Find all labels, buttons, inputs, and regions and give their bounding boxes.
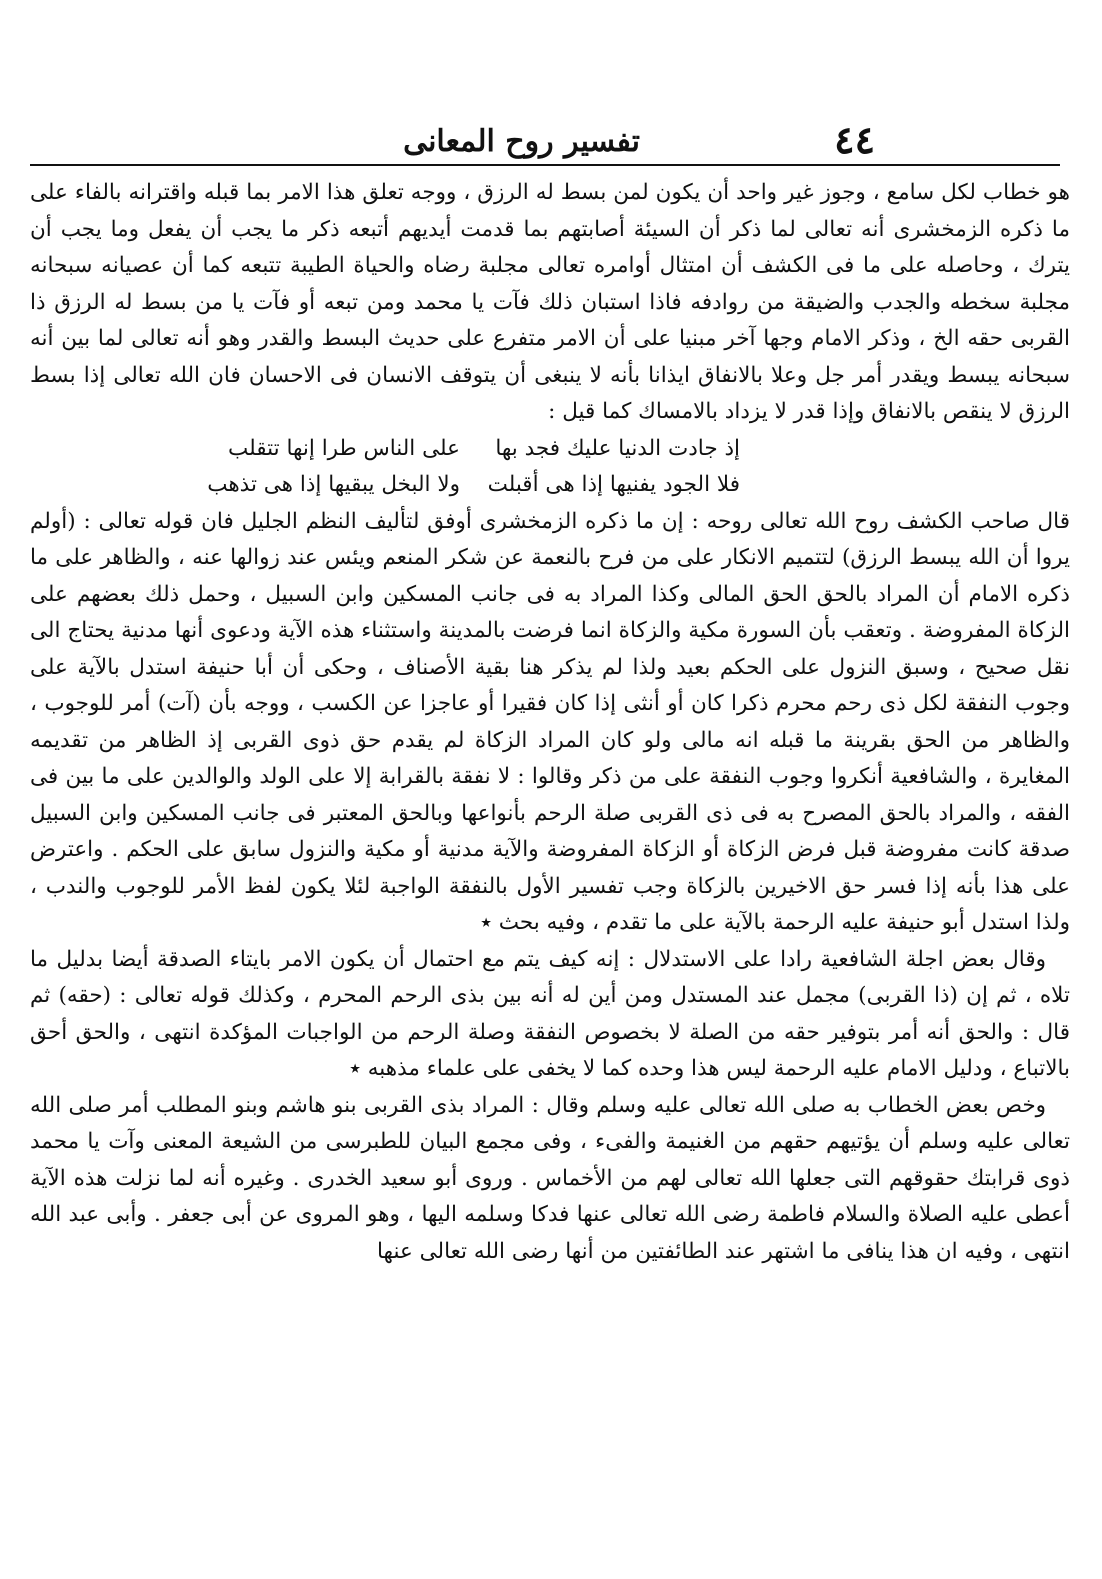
paragraph-kashf: قال صاحب الكشف روح الله تعالى روحه : إن ما ذكره الزمخشرى أوفق لتأليف النظم الجليل فان قوله تعالى : (أولم يروا أن الله يبسط الرزق) لتتميم الانكار على من فرح بالنعمة عن شكر المنعم ويئس عند زوالها عنه ، والظاهر على ما ذكره الامام أن المراد بالحق الحق المالى وكذا المراد به فى جانب المسكين وابن السبيل ، وحمل ذلك بعضهم على الزكاة المفروضة . وتعقب بأن السورة مكية والزكاة انما فرضت بالمدينة واستثناء هذه الآية ودعوى أنها مدنية يحتاج الى نقل صحيح ، وسبق النزول على الحكم بعيد ولذا لم يذكر هنا بقية الأصناف ، وحكى أن أبا حنيفة استدل بالآية على وجوب النفقة لكل ذى رحم محرم ذكرا كان أو أنثى إذا كان فقيرا أو عاجزا عن الكسب ، ووجه بأن (آت) أمر للوجوب ، والظاهر من الحق بقرينة ما قبله انه مالى ولو كان المراد الزكاة لم يقدم حق ذوى القربى إذ الظاهر من تقديمه المغايرة ، والشافعية أنكروا وجوب النفقة على من ذكر وقالوا : لا نفقة بالقرابة إلا على الولد والوالدين على ما بين فى الفقه ، والمراد بالحق المصرح به فى ذى القربى صلة الرحم بأنواعها وبالحق المعتبر فى جانب المسكين وابن السبيل صدقة كانت مفروضة قبل فرض الزكاة أو الزكاة المفروضة والآية مدنية أو مكية والنزول سابق على الحكم . واعترض على هذا بأنه إذا فسر حق الاخيرين بالزكاة وجب تفسير الأول بالنفقة الواجبة لئلا يكون لفظ الأمر للوجوب والندب ، ولذا استدل أبو حنيفة عليه الرحمة بالآية على ما تقدم ، وفيه بحث ٭ xyxy=(30,508,1070,935)
poem-block xyxy=(30,431,1070,504)
verse-line xyxy=(30,431,1070,468)
verse-first-hemistich: إذ جادت الدنيا عليك فجد بها xyxy=(495,435,740,461)
verse-second-hemistich: ولا البخل يبقيها إذا هى تذهب xyxy=(207,472,460,497)
page-number: ٤٤ xyxy=(834,117,875,162)
paragraph-dhil-qurba: وخص بعض الخطاب به صلى الله تعالى عليه وسلم وقال : المراد بذى القربى بنو هاشم وبنو المطلب أمر صلى الله تعالى عليه وسلم أن يؤتيهم حقهم من الغنيمة والفىء ، وفى مجمع البيان للطبرسى من الشيعة المعنى وآت يا محمد ذوى قرابتك حقوقهم التى جعلها الله تعالى لهم من الأخماس . وروى أبو سعيد الخدرى . وغيره أنه لما نزلت هذه الآية أعطى عليه الصلاة والسلام فاطمة رضى الله تعالى عنها فدكا وسلمه اليها ، وهو المروى عن أبى جعفر . وأبى عبد الله انتهى ، وفيه ان هذا ينافى ما اشتهر عند الطائفتين من أنها رضى الله تعالى عنها xyxy=(30,1092,1070,1264)
verse-line xyxy=(30,467,1070,504)
verse-second-hemistich: على الناس طرا إنها تتقلب xyxy=(228,435,460,461)
verse-first-hemistich: فلا الجود يفنيها إذا هى أقبلت xyxy=(487,472,740,497)
body-text xyxy=(30,175,1070,1270)
paragraph-shafii: وقال بعض اجلة الشافعية رادا على الاستدلال : إنه كيف يتم مع احتمال أن يكون الامر بايتاء الصدقة أيضا بدليل ما تلاه ، ثم إن (ذا القربى) مجمل عند المستدل ومن أين له أنه بين بذى الرحم المحرم ، وكذلك قوله تعالى : (حقه) ثم قال : والحق أنه أمر بتوفير حقه من الصلة لا بخصوص النفقة وصلة الرحم من الواجبات المؤكدة انتهى ، والحق أحق بالاتباع ، ودليل الامام عليه الرحمة ليس هذا وحده كما لا يخفى على علماء مذهبه ٭ xyxy=(30,946,1070,1081)
running-title: تفسير روح المعانى xyxy=(403,124,640,159)
page-header xyxy=(30,118,1060,166)
paragraph-intro: هو خطاب لكل سامع ، وجوز غير واحد أن يكون لمن بسط له الرزق ، ووجه تعلق هذا الامر بما قبله واقترانه بالفاء على ما ذكره الزمخشرى أنه تعالى لما ذكر أن السيئة أصابتهم بما قدمت أيديهم أتبعه ذكر ما يجب أن يفعل وما يجب أن يترك ، وحاصله على ما فى الكشف أن امتثال أوامره تعالى مجلبة رضاه والحياة الطيبة تتبعه كما أن عصيانه سبحانه مجلبة سخطه والجدب والضيقة من روادفه فاذا استبان ذلك فآت يا محمد ومن تبعه أو فآت يا من بسط له الرزق ذا القربى حقه الخ ، وذكر الامام وجها آخر مبنيا على أن الامر متفرع على حديث البسط والقدر وهو أنه تعالى لما بين أنه سبحانه يبسط ويقدر أمر جل وعلا بالانفاق ايذانا بأنه لا ينبغى أن يتوقف الانسان فى الاحسان فان الله تعالى إذا بسط الرزق لا ينقص بالانفاق وإذا قدر لا يزداد بالامساك كما قيل : xyxy=(30,180,1070,424)
